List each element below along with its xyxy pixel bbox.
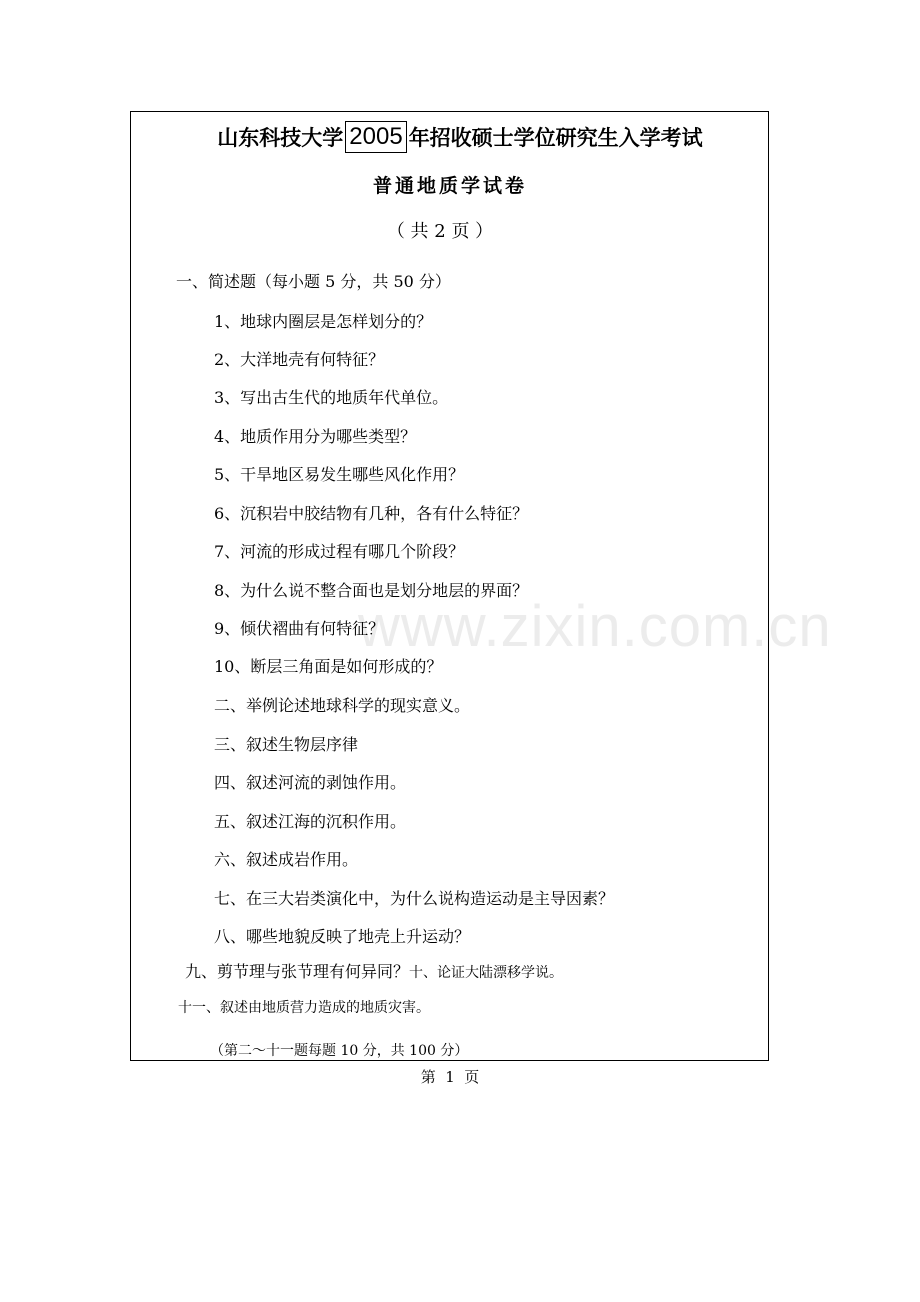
title-prefix: 山东科技大学 <box>217 125 344 150</box>
essay-question-combined <box>185 960 563 985</box>
question-item: 2、大洋地壳有何特征？ <box>214 350 385 369</box>
watermark: www.zixin.com.cn <box>358 594 832 659</box>
essay-question: 三、叙述生物层序律 <box>214 735 359 754</box>
essay-question: 七、在三大岩类演化中，为什么说构造运动是主导因素？ <box>214 889 615 908</box>
essay-question: 四、叙述河流的剥蚀作用。 <box>214 773 407 792</box>
essay-question: 五、叙述江海的沉积作用。 <box>214 812 407 831</box>
title-suffix: 年招收硕士学位研究生入学考试 <box>408 125 703 150</box>
exam-subtitle: 普通地质学试卷 <box>372 175 527 197</box>
essay-question: 九、剪节理与张节理有何异同？ <box>185 962 410 981</box>
question-item: 3、写出古生代的地质年代单位。 <box>214 388 449 407</box>
essay-question: 十一、叙述由地质营力造成的地质灾害。 <box>178 1000 430 1016</box>
essay-question: 二、举例论述地球科学的现实意义。 <box>214 696 471 715</box>
page-number: 第 1 页 <box>420 1068 480 1086</box>
question-item: 10、断层三角面是如何形成的？ <box>214 657 443 676</box>
section-heading: 一、简述题（每小题 5 分，共 50 分） <box>176 272 451 291</box>
question-item: 7、河流的形成过程有哪几个阶段？ <box>214 542 465 561</box>
exam-title <box>0 120 920 156</box>
question-item: 5、干旱地区易发生哪些风化作用？ <box>214 465 465 484</box>
question-item: 6、沉积岩中胶结物有几种，各有什么特征？ <box>214 504 529 523</box>
essay-question: 六、叙述成岩作用。 <box>214 850 359 869</box>
essay-question: 八、哪些地貌反映了地壳上升运动？ <box>214 927 471 946</box>
year-box: 2005 <box>345 121 406 153</box>
question-item: 9、倾伏褶曲有何特征？ <box>214 619 385 638</box>
question-item: 4、地质作用分为哪些类型？ <box>214 427 417 446</box>
question-item: 8、为什么说不整合面也是划分地层的界面？ <box>214 581 529 600</box>
question-item: 1、地球内圈层是怎样划分的？ <box>214 312 433 331</box>
scoring-note: （第二～十一题每题 10 分，共 100 分） <box>210 1043 469 1059</box>
page-count: （ 共 2 页 ） <box>386 221 494 242</box>
essay-question: 十、论证大陆漂移学说。 <box>409 965 564 981</box>
